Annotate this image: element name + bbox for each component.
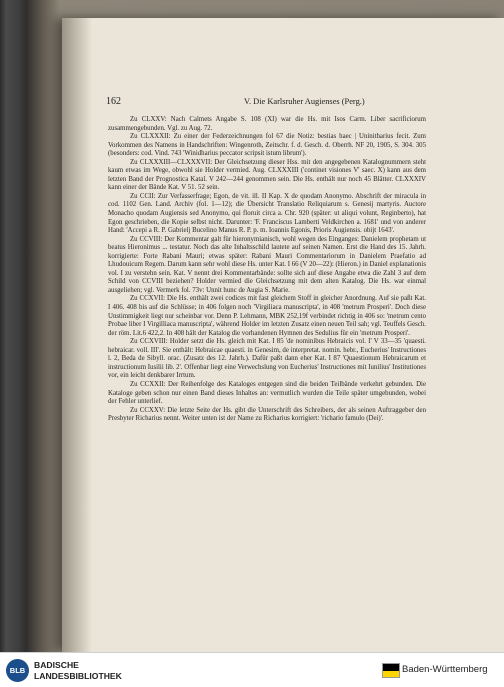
library-name-line2: LANDESBIBLIOTHEK xyxy=(34,670,122,681)
running-title: V. Die Karlsruher Augienses (Perg.) xyxy=(244,97,365,106)
library-name[interactable] xyxy=(34,660,122,681)
paragraph: Zu CCVIII: Der Kommentar galt für hieronymianisch, wohl wegen des Einganges: Danielem prophetam ut beatus Hieronimus ... testatur. Noch das alte Inhaltsschild lautete auf seinen Namen. Erst die Hand des 15. Jahrh. korrigierte: Forte Rabani Mauri; etwas später: Rabani Mauri Commentariorum in Danielem Praefatio ad Lhudouicum Regem. Darum kann sehr wohl diese Hs. unter Kat. I 66 (V 20—22): (Hieron.) in Daniel explanationis vol. I zu verstehn sein. Kat. V nennt drei Kommentarbände: sollte sich auf diese Angabe etwa die Zahl 3 auf dem Schild von CCVIII beziehen? Holder vermied die Gleichsetzung mit dem alten Katalog. Die Hs. war einmal ausgeliehen; vgl. Vermerk fol. 73v: Unnit hunc de Augia S. Marie. xyxy=(108,235,426,294)
paragraph: Zu CLXXV: Nach Calmets Angabe S. 108 (XI) war die Hs. mit Isos Carm. Liber sacrificiorum zusammengebunden. Vgl. zu Aug. 72. xyxy=(108,116,426,132)
page-gutter-shadow xyxy=(62,18,92,652)
running-head xyxy=(106,96,426,110)
paragraph: Zu CCXVIII: Holder setzt die Hs. gleich mit Kat. I 85 'de nominibus Hebraicis vol. I' V 33—35 'quaesti. hebraicar. voll. III'. Sie enthält: Hebraicae quaesti. in Genesim, de interpretat. nomin. hebr., Eucherius' Instructiones l. 2, Beda de Sibyll. orac. (Zusatz des 12. Jahrh.). Dafür paßt dann eher Kat. I 87 'Quaestionum Hebraicarum et instructionum Iusilii lib. 2'. Offenbar liegt eine Verwechslung von Eucherius' Instructiones mit Iunilius' Institutiones vor, ein leicht denkbarer Irrtum. xyxy=(108,338,426,380)
footer-bar xyxy=(0,652,504,687)
state-flag-icon xyxy=(382,663,400,678)
paragraph: Zu CCXVII: Die Hs. enthält zwei codices mit fast gleichem Stoff in gleicher Anordnung. Auf sie paßt Kat. I 406. 408 bis auf die Schlüsse; in 406 folgen noch 'Virgiliaca manuscripta', in 408 'metrum Prosperi'. Doch diese Unstimmigkeit liegt nur scheinbar vor. Denn P. Lehmann, MBK 252,19f verbindet richtig in 406 so: 'metrum cento Probae liber I Virgilliaca manuscripta', während Holder im letzten Zusatz einen neuen Teil sah; vgl. Teuffels Gesch. der röm. Lit.6 422,2. In 408 hält der Katalog die vorhandenen Hymnen des Sedulius für ein 'metrum Prosperi'. xyxy=(108,295,426,337)
page-number: 162 xyxy=(106,96,121,107)
paragraph: Zu CLXXXIII—CLXXXVII: Der Gleichsetzung dieser Hss. mit den angegebenen Katalognummern steht kaum etwas im Wege, obwohl sie Holder vermied. Aug. CLXXXIII ('continet visiones V' saec. X) kann aus dem letzten Band der Prognostica Katal. V 242—244 genommen sein. Die Hs. enthält nur noch 45 Blätter. CLXXXIV kann einer der Bände Kat. V 51. 52 sein. xyxy=(108,158,426,192)
paragraph: Zu CCXXII: Der Reihenfolge des Kataloges entgegen sind die beiden Teilbände verkehrt gebunden. Die Kataloge geben schon nur einen Band dieses Inhaltes an: vermutlich wurden die Teile später umgebunden, wobei der Fehler unterlief. xyxy=(108,380,426,406)
state-name[interactable]: Baden-Württemberg xyxy=(402,664,488,675)
blb-logo-icon[interactable]: BLB xyxy=(6,659,29,682)
paragraph: Zu CCXXV: Die letzte Seite der Hs. gibt die Unterschrift des Schreibers, der als seinen Auftraggeber den Presbyter Richarius nennt. Weiter unten ist der Name zu Richarius korrigiert: 'richario famulo (Dei)'. xyxy=(108,406,426,423)
paragraph: Zu CCII: Zur Verfasserfrage; Egon, de vit. ill. II Kap. X de quodam Anonymo. Abschrift der miracula in cod. 1102 Gen. Land. Archiv (fol. 1—12); die Übersicht Translatio Reliquiarum s. Genesij martyris. Auctore Monacho quodam Augiensis sed Anonymo, qui floruit circa a. Chr. 920 (später: ut aliqui volunt, Reginberto), hat Egon geschrieben, die Kopie selbst nicht. Darunter: 'F. Franciscus Lamberti Veldkirchen a. 1681' und von anderer Hand: 'Accepi a R. P. Gabrielj Bucelino Manus R. P. p. m. Ioannis Egonis, Prioris Augiensis. obijt 1643'. xyxy=(108,192,426,235)
paragraph: Zu CLXXXII: Zu einer der Federzeichnungen fol 67 die Notiz: bestias haec | Uninitharius fecit. Zum Vorkommen des Namens in Handschriften: Wingenroth, Zeitschr. f. d. Gesch. d. Oberrh. NF 20, 1905, S. 304. 305 (besonders: cod. Vind. 743 'Winidharius peccator scripsit istum librum'). xyxy=(108,133,426,158)
library-name-line1: BADISCHE xyxy=(34,660,79,670)
page-body xyxy=(108,116,426,424)
